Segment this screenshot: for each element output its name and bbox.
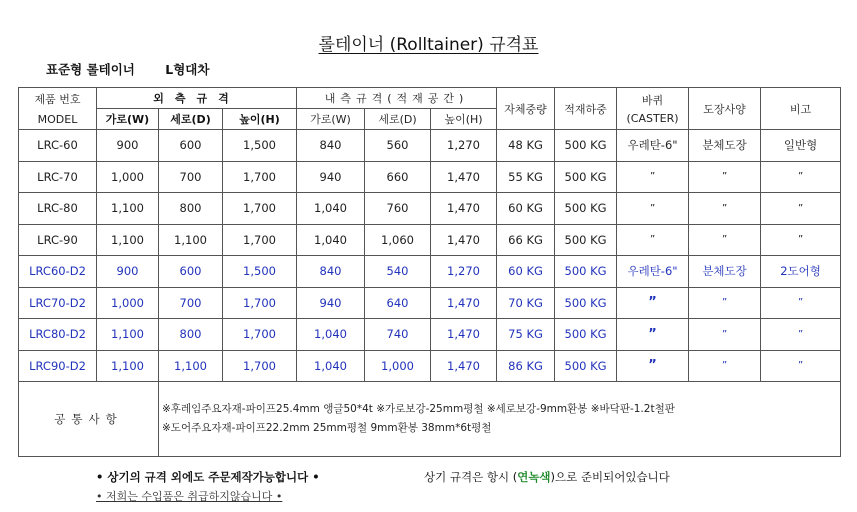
table-row	[19, 319, 841, 351]
table-cell: ”	[617, 224, 689, 256]
table-cell: 1,470	[431, 287, 497, 319]
table-cell: 55 KG	[497, 161, 555, 193]
table-cell: ”	[689, 224, 761, 256]
table-body	[19, 130, 841, 382]
table-cell: 500 KG	[555, 350, 617, 382]
table-cell: 1,700	[223, 224, 297, 256]
table-cell: LRC-60	[19, 130, 97, 162]
table-cell: 1,040	[297, 350, 365, 382]
table-cell: 900	[97, 130, 159, 162]
table-cell: 500 KG	[555, 224, 617, 256]
table-cell: 48 KG	[497, 130, 555, 162]
page-title: 롤테이너 (Rolltainer) 규격표	[318, 35, 539, 55]
table-cell: 740	[365, 319, 431, 351]
table-cell: 60 KG	[497, 193, 555, 225]
spec-table	[18, 87, 841, 457]
table-cell: ”	[761, 350, 841, 382]
header-outer-group: 외측규격	[97, 88, 297, 109]
table-cell: ”	[689, 319, 761, 351]
header-model: 제품 번호 MODEL	[19, 88, 97, 130]
table-cell: ”	[761, 224, 841, 256]
table-cell: 640	[365, 287, 431, 319]
table-cell: ”	[617, 319, 689, 351]
table-cell: 1,700	[223, 350, 297, 382]
table-cell: 1,500	[223, 256, 297, 288]
table-cell: 540	[365, 256, 431, 288]
table-cell: 1,000	[365, 350, 431, 382]
table-cell: 1,000	[97, 161, 159, 193]
table-row	[19, 287, 841, 319]
table-row	[19, 224, 841, 256]
table-cell: 1,040	[297, 224, 365, 256]
header-outer-h: 높이(H)	[223, 109, 297, 130]
footer-note-stock: 상기 규격은 항시 (연녹색)으로 준비되어있습니다	[424, 470, 670, 484]
table-row	[19, 193, 841, 225]
table-cell: 1,470	[431, 224, 497, 256]
table-cell: ”	[689, 193, 761, 225]
table-row	[19, 350, 841, 382]
header-row-1	[19, 88, 841, 109]
table-cell: 1,000	[97, 287, 159, 319]
table-cell: 2도어형	[761, 256, 841, 288]
subtitle	[46, 60, 209, 78]
table-cell: 1,270	[431, 256, 497, 288]
table-cell: LRC-90	[19, 224, 97, 256]
table-row	[19, 256, 841, 288]
table-cell: 800	[159, 319, 223, 351]
table-cell: 66 KG	[497, 224, 555, 256]
table-cell: 1,040	[297, 193, 365, 225]
table-cell: 700	[159, 287, 223, 319]
table-cell: 1,040	[297, 319, 365, 351]
table-cell: 75 KG	[497, 319, 555, 351]
table-row	[19, 130, 841, 162]
table-cell: 700	[159, 161, 223, 193]
table-cell: 940	[297, 287, 365, 319]
table-cell: 분체도장	[689, 130, 761, 162]
table-cell: 500 KG	[555, 161, 617, 193]
table-cell: 560	[365, 130, 431, 162]
table-cell: 1,700	[223, 193, 297, 225]
header-outer-d: 세로(D)	[159, 109, 223, 130]
table-cell: 840	[297, 256, 365, 288]
common-label: 공통사항	[19, 382, 159, 457]
table-cell: 우레탄-6"	[617, 256, 689, 288]
table-cell: 70 KG	[497, 287, 555, 319]
table-cell: ”	[617, 350, 689, 382]
table-cell: 500 KG	[555, 193, 617, 225]
table-cell: 600	[159, 130, 223, 162]
table-cell: 1,500	[223, 130, 297, 162]
table-cell: 900	[97, 256, 159, 288]
table-cell: 일반형	[761, 130, 841, 162]
table-cell: 1,270	[431, 130, 497, 162]
table-cell: 500 KG	[555, 130, 617, 162]
table-cell: 1,470	[431, 350, 497, 382]
table-cell: ”	[761, 193, 841, 225]
header-inner-h: 높이(H)	[431, 109, 497, 130]
table-cell: LRC-80	[19, 193, 97, 225]
table-cell: 1,100	[97, 224, 159, 256]
footer-note-import: • 저희는 수입품은 취급하지않습니다 •	[96, 490, 283, 503]
header-inner-w: 가로(W)	[297, 109, 365, 130]
footer-note-custom: • 상기의 규격 외에도 주문제작가능합니다 •	[96, 470, 320, 484]
table-cell: ”	[617, 161, 689, 193]
table-cell: ”	[617, 193, 689, 225]
header-outer-w: 가로(W)	[97, 109, 159, 130]
header-load: 적재하중	[555, 88, 617, 130]
header-remark: 비고	[761, 88, 841, 130]
header-inner-group: 내측규격(적재공간)	[297, 88, 497, 109]
table-cell: 600	[159, 256, 223, 288]
table-cell: 500 KG	[555, 319, 617, 351]
table-cell: 1,060	[365, 224, 431, 256]
table-cell: 840	[297, 130, 365, 162]
common-note-2: ※도어주요자재-파이프22.2mm 25mm평철 9mm환봉 38mm*6t평철	[162, 422, 492, 434]
table-cell: ”	[761, 287, 841, 319]
footer-color-name: 연녹색	[517, 470, 551, 484]
table-cell: ”	[689, 161, 761, 193]
table-cell: 500 KG	[555, 287, 617, 319]
table-cell: 1,700	[223, 161, 297, 193]
table-cell: 60 KG	[497, 256, 555, 288]
common-note-1: ※후레임주요자재-파이프25.4mm 앵글50*4t ※가로보강-25mm평철 ※세로보강-9mm환봉 ※바닥판-1.2t철판	[162, 403, 675, 415]
table-cell: 1,700	[223, 319, 297, 351]
header-inner-d: 세로(D)	[365, 109, 431, 130]
header-wheel: 바퀴 (CASTER)	[617, 88, 689, 130]
table-cell: 500 KG	[555, 256, 617, 288]
table-cell: 1,100	[97, 319, 159, 351]
table-cell: LRC60-D2	[19, 256, 97, 288]
common-row	[19, 382, 841, 457]
table-cell: 1,100	[159, 224, 223, 256]
table-cell: 1,470	[431, 319, 497, 351]
table-cell: LRC70-D2	[19, 287, 97, 319]
table-cell: 1,100	[97, 350, 159, 382]
table-cell: ”	[689, 350, 761, 382]
table-cell: 1,700	[223, 287, 297, 319]
table-cell: 800	[159, 193, 223, 225]
table-cell: 86 KG	[497, 350, 555, 382]
table-cell: ”	[761, 319, 841, 351]
table-cell: LRC80-D2	[19, 319, 97, 351]
table-cell: 1,470	[431, 193, 497, 225]
header-weight: 자체중량	[497, 88, 555, 130]
common-notes	[159, 382, 841, 457]
table-cell: 1,470	[431, 161, 497, 193]
table-cell: 1,100	[97, 193, 159, 225]
table-cell: ”	[689, 287, 761, 319]
table-cell: 760	[365, 193, 431, 225]
table-cell: ”	[761, 161, 841, 193]
table-cell: 분체도장	[689, 256, 761, 288]
table-cell: 940	[297, 161, 365, 193]
subtitle-type: 표준형 롤테이너	[46, 62, 135, 77]
header-paint: 도장사양	[689, 88, 761, 130]
table-cell: 660	[365, 161, 431, 193]
table-cell: LRC90-D2	[19, 350, 97, 382]
table-row	[19, 161, 841, 193]
table-cell: LRC-70	[19, 161, 97, 193]
table-cell: ”	[617, 287, 689, 319]
table-cell: 우레탄-6"	[617, 130, 689, 162]
table-cell: 1,100	[159, 350, 223, 382]
subtitle-cart: L형대차	[165, 62, 210, 77]
